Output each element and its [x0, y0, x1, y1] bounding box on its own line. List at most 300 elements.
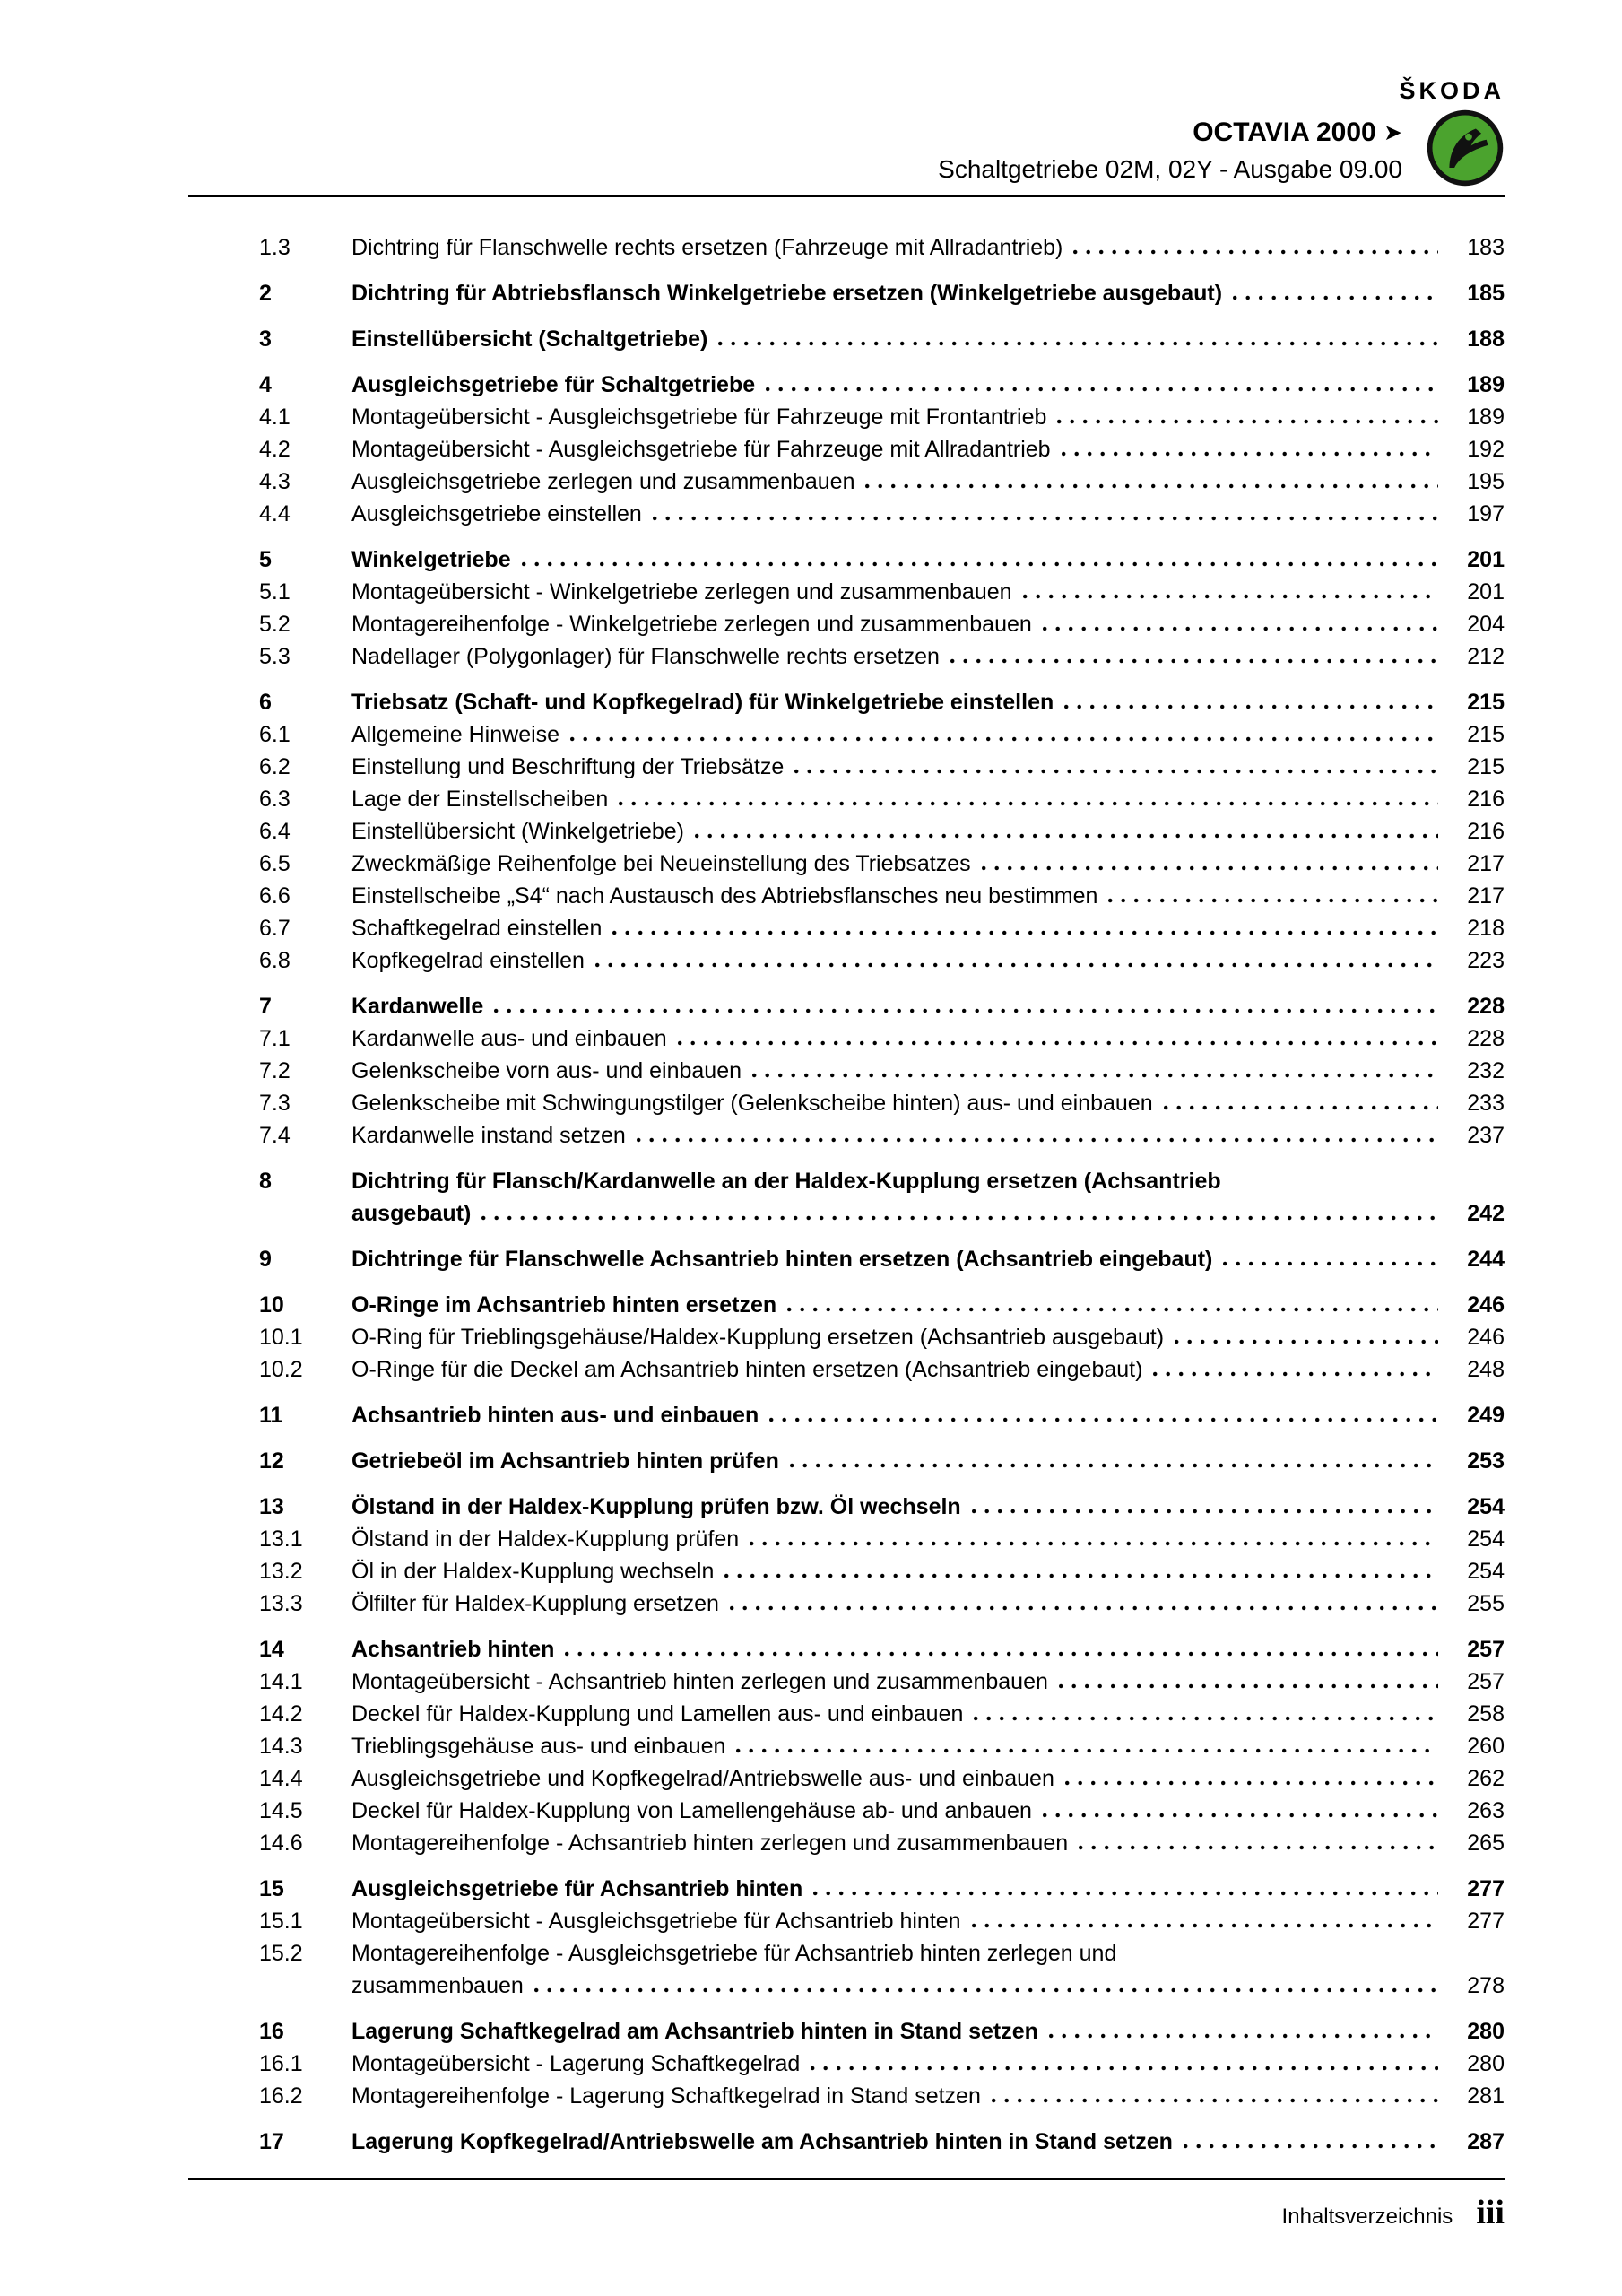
toc-entry — [188, 1587, 1505, 1620]
toc-entry-number: 7.4 — [259, 1123, 291, 1148]
toc-entry — [188, 640, 1505, 673]
toc-entry-number: 6.6 — [259, 883, 291, 909]
toc-entry-number: 15.1 — [259, 1909, 303, 1934]
toc-group — [188, 369, 1505, 530]
toc-entry-title: Montageübersicht - Ausgleichsgetriebe für Fahrzeuge mit Allradantrieb — [351, 437, 1051, 462]
toc-entry-number: 14.3 — [259, 1734, 303, 1759]
toc-entry-page: 260 — [1467, 1734, 1505, 1759]
dot-leader — [534, 1987, 1438, 1993]
toc-row — [188, 944, 1505, 977]
toc-row — [188, 1762, 1505, 1795]
toc-entry-title: Gelenkscheibe mit Schwingungstilger (Gelenkscheibe hinten) aus- und einbauen — [351, 1091, 1153, 1116]
toc-entry-number: 16 — [259, 2019, 284, 2044]
toc-entry-number: 5.1 — [259, 579, 291, 604]
toc-entry — [188, 1353, 1505, 1386]
toc-entry-title: Montageübersicht - Lagerung Schaftkegelrad — [351, 2051, 801, 2076]
toc-entry-number: 10.2 — [259, 1357, 303, 1382]
toc-entry-page: 237 — [1467, 1123, 1505, 1148]
toc-entry-title: Lagerung Kopfkegelrad/Antriebswelle am Achsantrieb hinten in Stand setzen — [351, 2129, 1173, 2154]
toc-entry — [188, 1762, 1505, 1795]
dot-leader — [982, 865, 1438, 871]
toc-entry-number: 3 — [259, 326, 272, 352]
dot-leader — [766, 387, 1438, 392]
toc-entry-page: 255 — [1467, 1591, 1505, 1616]
dot-leader — [570, 736, 1438, 742]
toc-entry-number: 14.5 — [259, 1798, 303, 1823]
toc-entry — [188, 401, 1505, 433]
toc-row — [188, 2080, 1505, 2112]
toc-entry-title: Deckel für Haldex-Kupplung und Lamellen aus- und einbauen — [351, 1701, 964, 1726]
dot-leader — [481, 1215, 1438, 1221]
toc-entry — [188, 1087, 1505, 1119]
toc-entry — [188, 608, 1505, 640]
toc-entry-number: 13.2 — [259, 1559, 303, 1584]
toc-entry-number: 14 — [259, 1637, 284, 1662]
toc-entry — [188, 783, 1505, 815]
dot-leader — [787, 1307, 1438, 1312]
toc-entry-number: 10.1 — [259, 1325, 303, 1350]
toc-entry-title: Öl in der Haldex-Kupplung wechseln — [351, 1559, 715, 1584]
toc-entry-page: 197 — [1467, 501, 1505, 526]
toc-entry-number: 14.4 — [259, 1766, 303, 1791]
toc-row — [188, 369, 1505, 401]
dot-leader — [595, 962, 1438, 968]
toc-entry — [188, 1243, 1505, 1275]
toc-entry — [188, 686, 1505, 718]
dot-leader — [1049, 2033, 1438, 2039]
toc-entry-page: 215 — [1467, 754, 1505, 779]
toc-entry-title: Montageübersicht - Achsantrieb hinten zerlegen und zusammenbauen — [351, 1669, 1048, 1694]
toc-entry-number: 16.1 — [259, 2051, 303, 2076]
toc-entry-title: Ausgleichsgetriebe für Achsantrieb hinten — [351, 1876, 803, 1901]
page-header — [188, 77, 1505, 197]
toc-row — [188, 1197, 1505, 1230]
toc-group — [188, 990, 1505, 1152]
dot-leader — [653, 516, 1438, 521]
toc-row — [188, 1087, 1505, 1119]
toc-row — [188, 1523, 1505, 1555]
toc-entry-title: Einstellübersicht (Winkelgetriebe) — [351, 819, 684, 844]
dot-leader — [865, 483, 1438, 489]
dot-leader — [612, 930, 1438, 935]
toc-row — [188, 433, 1505, 465]
toc-entry-page: 249 — [1467, 1403, 1505, 1428]
toc-row — [188, 608, 1505, 640]
dot-leader — [752, 1073, 1438, 1078]
toc-entry-title: Ausgleichsgetriebe und Kopfkegelrad/Antriebswelle aus- und einbauen — [351, 1766, 1054, 1791]
dot-leader — [619, 801, 1438, 806]
toc-entry-title: Ölstand in der Haldex-Kupplung prüfen bzw. Öl wechseln — [351, 1494, 961, 1519]
toc-entry-page: 280 — [1467, 2019, 1505, 2044]
model-title-text: OCTAVIA 2000 — [1193, 117, 1376, 147]
header-divider — [188, 195, 1505, 197]
toc-entry — [188, 2080, 1505, 2112]
toc-row — [188, 1289, 1505, 1321]
toc-entry-page: 257 — [1467, 1637, 1505, 1662]
toc-row — [188, 1399, 1505, 1431]
toc-row — [188, 815, 1505, 848]
dot-leader — [1175, 1339, 1438, 1344]
toc-entry — [188, 990, 1505, 1022]
toc-entry — [188, 1555, 1505, 1587]
toc-entry-title: Winkelgetriebe — [351, 547, 511, 572]
toc-group — [188, 1243, 1505, 1275]
toc-entry-page: 217 — [1467, 851, 1505, 876]
dot-leader — [724, 1573, 1438, 1578]
toc-entry — [188, 912, 1505, 944]
toc-entry — [188, 1665, 1505, 1698]
dot-leader — [1043, 626, 1438, 631]
dot-leader — [794, 769, 1438, 774]
toc-row — [188, 848, 1505, 880]
toc-entry — [188, 465, 1505, 498]
toc-row — [188, 751, 1505, 783]
dot-leader — [1184, 2144, 1438, 2149]
toc-entry — [188, 1905, 1505, 1937]
toc-entry-page: 278 — [1467, 1973, 1505, 1998]
dot-leader — [695, 833, 1438, 839]
toc-row — [188, 1491, 1505, 1523]
toc-entry-number: 6 — [259, 690, 272, 715]
toc-entry — [188, 1399, 1505, 1431]
toc-group — [188, 1873, 1505, 2002]
toc-entry-title: O-Ring für Trieblingsgehäuse/Haldex-Kupplung ersetzen (Achsantrieb ausgebaut) — [351, 1325, 1165, 1350]
toc-entry-page: 216 — [1467, 819, 1505, 844]
dot-leader — [1059, 1683, 1438, 1689]
toc-entry-number: 13.1 — [259, 1526, 303, 1552]
toc-entry-number: 14.6 — [259, 1831, 303, 1856]
toc-entry-number: 10 — [259, 1292, 284, 1318]
toc-entry — [188, 1873, 1505, 1905]
page-footer — [188, 2178, 1505, 2232]
toc-entry-page: 215 — [1467, 722, 1505, 747]
toc-row — [188, 990, 1505, 1022]
toc-row — [188, 1905, 1505, 1937]
toc-entry-title: Kopfkegelrad einstellen — [351, 948, 585, 973]
toc-entry — [188, 848, 1505, 880]
toc-entry — [188, 1491, 1505, 1523]
toc-row — [188, 1827, 1505, 1859]
toc-entry-number: 14.2 — [259, 1701, 303, 1726]
dot-leader — [750, 1541, 1438, 1546]
toc-row — [188, 686, 1505, 718]
dot-leader — [813, 1891, 1438, 1896]
toc-entry-page: 242 — [1467, 1201, 1505, 1226]
toc-entry-page: 201 — [1467, 547, 1505, 572]
dot-leader — [1064, 704, 1438, 709]
toc-entry-title: Einstellung und Beschriftung der Triebsätze — [351, 754, 785, 779]
header-main — [188, 109, 1505, 187]
toc-entry — [188, 433, 1505, 465]
dot-leader — [678, 1040, 1438, 1046]
toc-entry-title: Montageübersicht - Ausgleichsgetriebe für Achsantrieb hinten — [351, 1909, 961, 1934]
toc-entry-title: Montagereihenfolge - Achsantrieb hinten zerlegen und zusammenbauen — [351, 1831, 1069, 1856]
toc-entry-number: 2 — [259, 281, 272, 306]
toc-entry-page: 248 — [1467, 1357, 1505, 1382]
footer-section-label: Inhaltsverzeichnis — [1281, 2205, 1453, 2229]
toc-entry-number: 4.2 — [259, 437, 291, 462]
brand-wordmark: ŠKODA — [1399, 77, 1505, 104]
toc-entry-page: 254 — [1467, 1559, 1505, 1584]
toc-entry-page: 258 — [1467, 1701, 1505, 1726]
toc-entry-title: O-Ringe im Achsantrieb hinten ersetzen — [351, 1292, 777, 1318]
toc-entry-page: 254 — [1467, 1494, 1505, 1519]
toc-entry-number: 1.3 — [259, 235, 291, 260]
toc-entry — [188, 1321, 1505, 1353]
dot-leader — [1057, 419, 1438, 424]
dot-leader — [1153, 1371, 1438, 1377]
toc-entry — [188, 544, 1505, 576]
toc-entry-title: Triebsatz (Schaft- und Kopfkegelrad) für Winkelgetriebe einstellen — [351, 690, 1054, 715]
toc-row — [188, 783, 1505, 815]
toc-entry — [188, 1827, 1505, 1859]
toc-entry-number: 6.3 — [259, 787, 291, 812]
toc-entry-number: 5.2 — [259, 612, 291, 637]
dot-leader — [1164, 1105, 1438, 1110]
toc-row — [188, 1730, 1505, 1762]
toc-entry-number: 6.1 — [259, 722, 291, 747]
dot-leader — [718, 341, 1438, 346]
toc-entry — [188, 277, 1505, 309]
toc-entry-page: 228 — [1467, 1026, 1505, 1051]
toc-entry-page: 204 — [1467, 612, 1505, 637]
toc-entry-page: 246 — [1467, 1325, 1505, 1350]
toc-entry — [188, 1289, 1505, 1321]
toc-entry-title: ausgebaut) — [351, 1201, 472, 1226]
toc-entry — [188, 880, 1505, 912]
toc-entry-title: Achsantrieb hinten — [351, 1637, 555, 1662]
dot-leader — [1043, 1813, 1438, 1818]
dot-leader — [972, 1923, 1438, 1928]
toc-entry-title: Kardanwelle aus- und einbauen — [351, 1026, 667, 1051]
header-text — [938, 109, 1402, 184]
toc-entry — [188, 369, 1505, 401]
dot-leader — [1223, 1261, 1438, 1266]
dot-leader — [1079, 1845, 1438, 1850]
toc-row — [188, 1970, 1505, 2002]
toc-entry — [188, 1698, 1505, 1730]
toc-entry-title: Lage der Einstellscheiben — [351, 787, 609, 812]
toc-entry-title: Einstellscheibe „S4“ nach Austausch des Abtriebsflansches neu bestimmen — [351, 883, 1098, 909]
toc-group — [188, 1165, 1505, 1230]
toc-entry-title: Dichtring für Flansch/Kardanwelle an der Haldex-Kupplung ersetzen (Achsantrieb — [351, 1169, 1221, 1194]
toc-row — [188, 576, 1505, 608]
toc-group — [188, 277, 1505, 309]
toc-entry-title: Zweckmäßige Reihenfolge bei Neueinstellung des Triebsatzes — [351, 851, 971, 876]
toc-entry-page: 246 — [1467, 1292, 1505, 1318]
toc-entry-number: 5.3 — [259, 644, 291, 669]
toc-entry-page: 215 — [1467, 690, 1505, 715]
toc-entry-number: 9 — [259, 1247, 272, 1272]
toc-row — [188, 323, 1505, 355]
toc-entry-number: 6.5 — [259, 851, 291, 876]
toc-entry — [188, 718, 1505, 751]
toc-entry-title: Ausgleichsgetriebe für Schaltgetriebe — [351, 372, 756, 397]
toc-row — [188, 912, 1505, 944]
toc-entry — [188, 1937, 1505, 2002]
toc-entry-number: 6.8 — [259, 948, 291, 973]
toc-entry-title: Kardanwelle instand setzen — [351, 1123, 626, 1148]
toc-entry-title: Montagereihenfolge - Winkelgetriebe zerlegen und zusammenbauen — [351, 612, 1032, 637]
toc-entry-number: 13.3 — [259, 1591, 303, 1616]
toc-entry — [188, 231, 1505, 264]
toc-entry-page: 281 — [1467, 2083, 1505, 2109]
toc-row — [188, 1243, 1505, 1275]
toc-row — [188, 231, 1505, 264]
toc-entry-title: Deckel für Haldex-Kupplung von Lamellengehäuse ab- und anbauen — [351, 1798, 1032, 1823]
toc-entry-number: 12 — [259, 1448, 284, 1474]
toc-entry-number: 4.1 — [259, 404, 291, 430]
toc-entry-title: Montagereihenfolge - Ausgleichsgetriebe für Achsantrieb hinten zerlegen und — [351, 1941, 1117, 1966]
toc-entry-page: 217 — [1467, 883, 1505, 909]
edition-subtitle: Schaltgetriebe 02M, 02Y - Ausgabe 09.00 — [938, 155, 1402, 183]
toc-entry — [188, 323, 1505, 355]
toc-entry-title: Ölstand in der Haldex-Kupplung prüfen — [351, 1526, 740, 1552]
dot-leader — [1233, 295, 1438, 300]
toc-group — [188, 1445, 1505, 1477]
toc-entry-page: 287 — [1467, 2129, 1505, 2154]
toc-row — [188, 2126, 1505, 2158]
toc-row — [188, 2015, 1505, 2048]
toc-entry-number: 5 — [259, 547, 272, 572]
toc-entry-number: 7 — [259, 994, 272, 1019]
toc-entry-page: 262 — [1467, 1766, 1505, 1791]
toc-entry-page: 183 — [1467, 235, 1505, 260]
toc-entry — [188, 2015, 1505, 2048]
toc-row — [188, 1665, 1505, 1698]
dot-leader — [950, 658, 1438, 664]
toc-entry-page: 216 — [1467, 787, 1505, 812]
toc-entry-number: 17 — [259, 2129, 284, 2154]
dot-leader — [811, 2066, 1438, 2071]
toc-entry — [188, 1795, 1505, 1827]
toc-row — [188, 498, 1505, 530]
toc-entry-number: 14.1 — [259, 1669, 303, 1694]
model-title — [938, 117, 1402, 148]
toc-row — [188, 1633, 1505, 1665]
toc-entry-page: 189 — [1467, 372, 1505, 397]
toc-entry-page: 218 — [1467, 916, 1505, 941]
toc-row — [188, 2048, 1505, 2080]
toc-entry-title: Gelenkscheibe vorn aus- und einbauen — [351, 1058, 742, 1083]
toc-entry-number: 7.1 — [259, 1026, 291, 1051]
toc-entry — [188, 2126, 1505, 2158]
toc-entry-title: Allgemeine Hinweise — [351, 722, 560, 747]
table-of-contents — [188, 231, 1505, 2158]
toc-group — [188, 544, 1505, 673]
toc-entry-title: Einstellübersicht (Schaltgetriebe) — [351, 326, 708, 352]
toc-entry-title: zusammenbauen — [351, 1973, 524, 1998]
toc-entry-number: 15 — [259, 1876, 284, 1901]
toc-entry — [188, 1523, 1505, 1555]
dot-leader — [769, 1417, 1438, 1422]
toc-row — [188, 1353, 1505, 1386]
toc-group — [188, 1289, 1505, 1386]
toc-row — [188, 1055, 1505, 1087]
dot-leader — [974, 1716, 1438, 1721]
toc-entry — [188, 1165, 1505, 1230]
toc-entry-page: 244 — [1467, 1247, 1505, 1272]
toc-entry-page: 223 — [1467, 948, 1505, 973]
toc-group — [188, 1399, 1505, 1431]
toc-row — [188, 1698, 1505, 1730]
dot-leader — [522, 561, 1438, 567]
toc-entry — [188, 944, 1505, 977]
toc-group — [188, 2126, 1505, 2158]
toc-entry-number: 6.7 — [259, 916, 291, 941]
toc-entry-page: 201 — [1467, 579, 1505, 604]
toc-group — [188, 323, 1505, 355]
dot-leader — [736, 1748, 1438, 1753]
toc-row — [188, 1587, 1505, 1620]
toc-entry-page: 265 — [1467, 1831, 1505, 1856]
toc-entry-title: Lagerung Schaftkegelrad am Achsantrieb hinten in Stand setzen — [351, 2019, 1038, 2044]
toc-entry-title: Schaftkegelrad einstellen — [351, 916, 603, 941]
toc-group — [188, 2015, 1505, 2112]
dot-leader — [1065, 1780, 1438, 1786]
toc-entry-number: 15.2 — [259, 1941, 303, 1966]
toc-entry-title: Kardanwelle — [351, 994, 484, 1019]
toc-entry-title: Achsantrieb hinten aus- und einbauen — [351, 1403, 759, 1428]
toc-entry-title: O-Ringe für die Deckel am Achsantrieb hinten ersetzen (Achsantrieb eingebaut) — [351, 1357, 1143, 1382]
toc-entry-page: 192 — [1467, 437, 1505, 462]
toc-entry — [188, 1119, 1505, 1152]
dot-leader — [1108, 898, 1438, 903]
skoda-logo-icon — [1426, 109, 1505, 187]
toc-row — [188, 1795, 1505, 1827]
toc-group — [188, 686, 1505, 977]
toc-row — [188, 1321, 1505, 1353]
toc-entry-number: 4 — [259, 372, 272, 397]
arrow-right-icon: ➤ — [1383, 120, 1402, 145]
toc-entry-page: 232 — [1467, 1058, 1505, 1083]
toc-row — [188, 1022, 1505, 1055]
toc-entry-title: Nadellager (Polygonlager) für Flanschwelle rechts ersetzen — [351, 644, 940, 669]
toc-entry-number: 7.3 — [259, 1091, 291, 1116]
brand-row — [188, 77, 1505, 105]
toc-entry — [188, 1445, 1505, 1477]
toc-entry-page: 185 — [1467, 281, 1505, 306]
dot-leader — [494, 1008, 1438, 1013]
toc-row — [188, 1555, 1505, 1587]
toc-entry-page: 253 — [1467, 1448, 1505, 1474]
toc-row — [188, 1119, 1505, 1152]
toc-row — [188, 401, 1505, 433]
toc-group — [188, 1491, 1505, 1620]
dot-leader — [565, 1651, 1438, 1657]
toc-group — [188, 231, 1505, 264]
toc-entry-page: 195 — [1467, 469, 1505, 494]
toc-entry-number: 8 — [259, 1169, 272, 1194]
toc-entry — [188, 576, 1505, 608]
toc-entry-title: Montagereihenfolge - Lagerung Schaftkegelrad in Stand setzen — [351, 2083, 981, 2109]
dot-leader — [1062, 451, 1438, 457]
toc-entry-title: Dichtring für Abtriebsflansch Winkelgetriebe ersetzen (Winkelgetriebe ausgebaut) — [351, 281, 1223, 306]
toc-entry-number: 4.4 — [259, 501, 291, 526]
toc-entry-number: 6.2 — [259, 754, 291, 779]
toc-entry-title: Ölfilter für Haldex-Kupplung ersetzen — [351, 1591, 719, 1616]
dot-leader — [992, 2098, 1438, 2103]
toc-entry — [188, 1022, 1505, 1055]
toc-entry-number: 6.4 — [259, 819, 291, 844]
toc-row — [188, 1165, 1505, 1197]
dot-leader — [1023, 594, 1438, 599]
toc-row — [188, 640, 1505, 673]
toc-entry — [188, 2048, 1505, 2080]
toc-entry — [188, 498, 1505, 530]
toc-row — [188, 880, 1505, 912]
toc-entry-page: 233 — [1467, 1091, 1505, 1116]
